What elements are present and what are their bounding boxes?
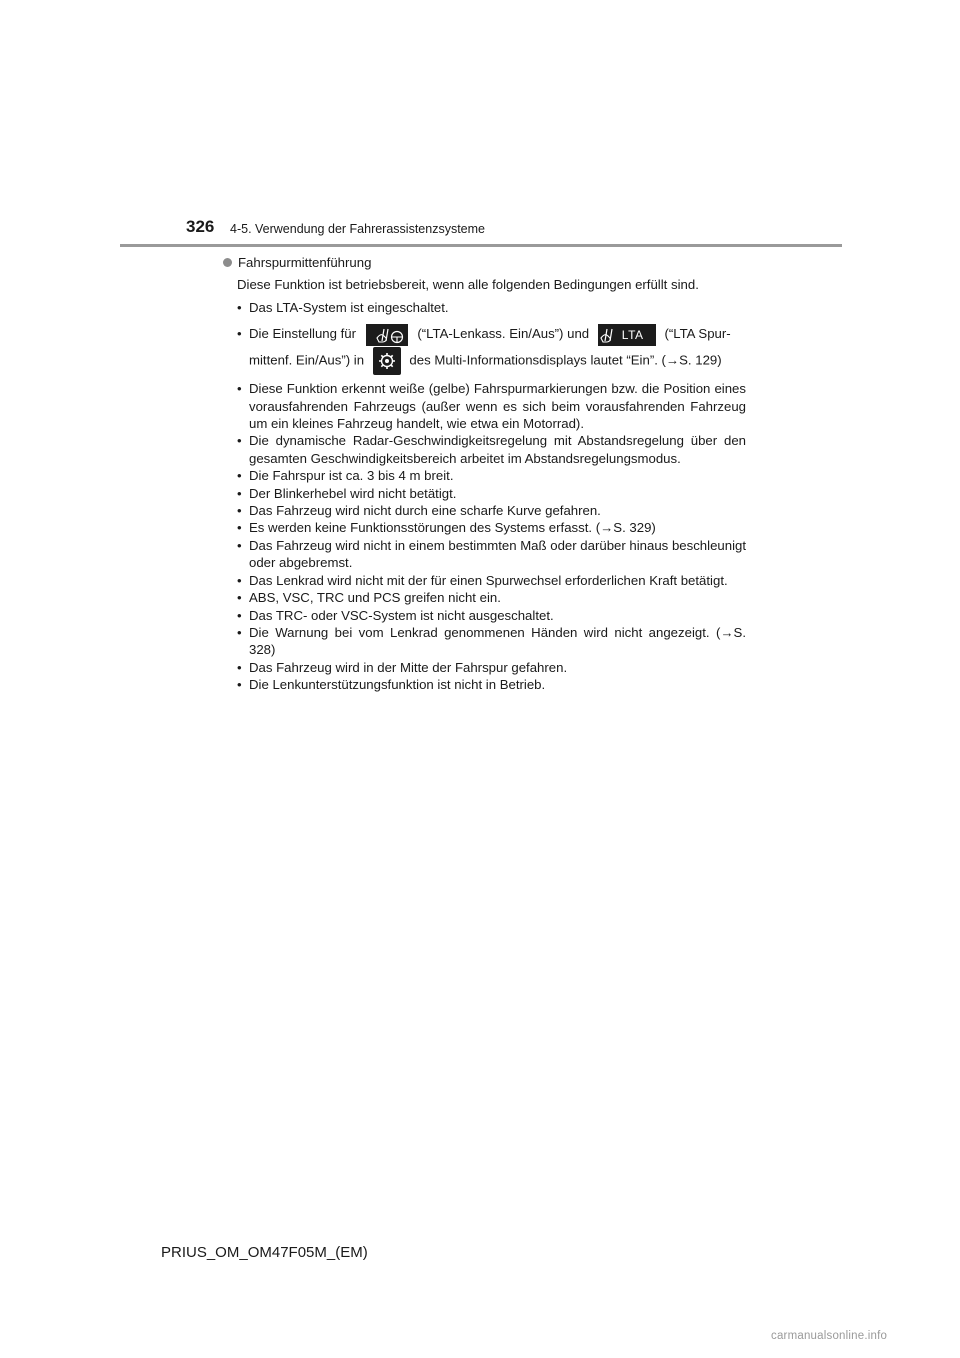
list-item: • Die Fahrspur ist ca. 3 bis 4 m breit. bbox=[237, 467, 746, 484]
list-item: • Diese Funktion erkennt weiße (gelbe) Fahrspurmarkierungen bzw. die Position eines vorausfahrenden Fahrzeugs (außer wenn es sich beim vorausfahrenden Fahrzeug um ein kleines Fahrzeug handelt, wie etwa ein Motorrad). bbox=[237, 380, 746, 432]
lta-lane-centering-icon: LTA bbox=[598, 324, 656, 346]
watermark: carmanualsonline.info bbox=[771, 1330, 888, 1342]
list-item: • Es werden keine Funktionsstörungen des Systems erfasst. (→S. 329) bbox=[237, 519, 746, 536]
lta-steering-assist-icon bbox=[366, 324, 408, 346]
settings-gear-icon bbox=[373, 347, 401, 375]
list-item: • Der Blinkerhebel wird nicht betätigt. bbox=[237, 485, 746, 502]
page-number: 326 bbox=[186, 217, 215, 236]
list-item: • Das Lenkrad wird nicht mit der für einen Spurwechsel erforderlichen Kraft betätigt. bbox=[237, 572, 746, 589]
list-item-with-icons: • Die Einstellung für (“LTA-Lenkass. Ein/Aus”) und LTA (“LTA Spur- mittenf. Ein/Aus”) in des Multi-Informationsdisplays lautet “Ein”. (→S. 129) bbox=[237, 321, 746, 375]
list-item: • Die Warnung bei vom Lenkrad genommenen Händen wird nicht angezeigt. (→S. 328) bbox=[237, 624, 746, 659]
subsection-heading bbox=[222, 254, 746, 271]
list-item: • Das Fahrzeug wird in der Mitte der Fahrspur gefahren. bbox=[237, 659, 746, 676]
list-item: • Die dynamische Radar-Geschwindigkeitsregelung mit Abstandsregelung über den gesamten Geschwindigkeitsbereich arbeitet im Abstandsregelungsmodus. bbox=[237, 432, 746, 467]
footer-doc-code: PRIUS_OM_OM47F05M_(EM) bbox=[161, 1244, 368, 1261]
intro-text: Diese Funktion ist betriebsbereit, wenn alle folgenden Bedingungen erfüllt sind. bbox=[237, 277, 699, 293]
heading-text: Fahrspurmittenführung bbox=[238, 255, 372, 270]
conditions-list bbox=[237, 299, 746, 694]
list-item: • Das Fahrzeug wird nicht in einem bestimmten Maß oder darüber hinaus beschleunigt oder abgebremst. bbox=[237, 537, 746, 572]
header-rule bbox=[120, 244, 842, 247]
round-bullet-icon bbox=[223, 258, 232, 267]
content bbox=[222, 254, 746, 694]
list-item: • Die Lenkunterstützungsfunktion ist nicht in Betrieb. bbox=[237, 676, 746, 693]
list-item: • Das LTA-System ist eingeschaltet. bbox=[237, 299, 746, 316]
list-item: • ABS, VSC, TRC und PCS greifen nicht ein. bbox=[237, 589, 746, 606]
list-item: • Das TRC- oder VSC-System ist nicht ausgeschaltet. bbox=[237, 607, 746, 624]
list-item: • Das Fahrzeug wird nicht durch eine scharfe Kurve gefahren. bbox=[237, 502, 746, 519]
section-title: 4-5. Verwendung der Fahrerassistenzsysteme bbox=[230, 222, 485, 236]
